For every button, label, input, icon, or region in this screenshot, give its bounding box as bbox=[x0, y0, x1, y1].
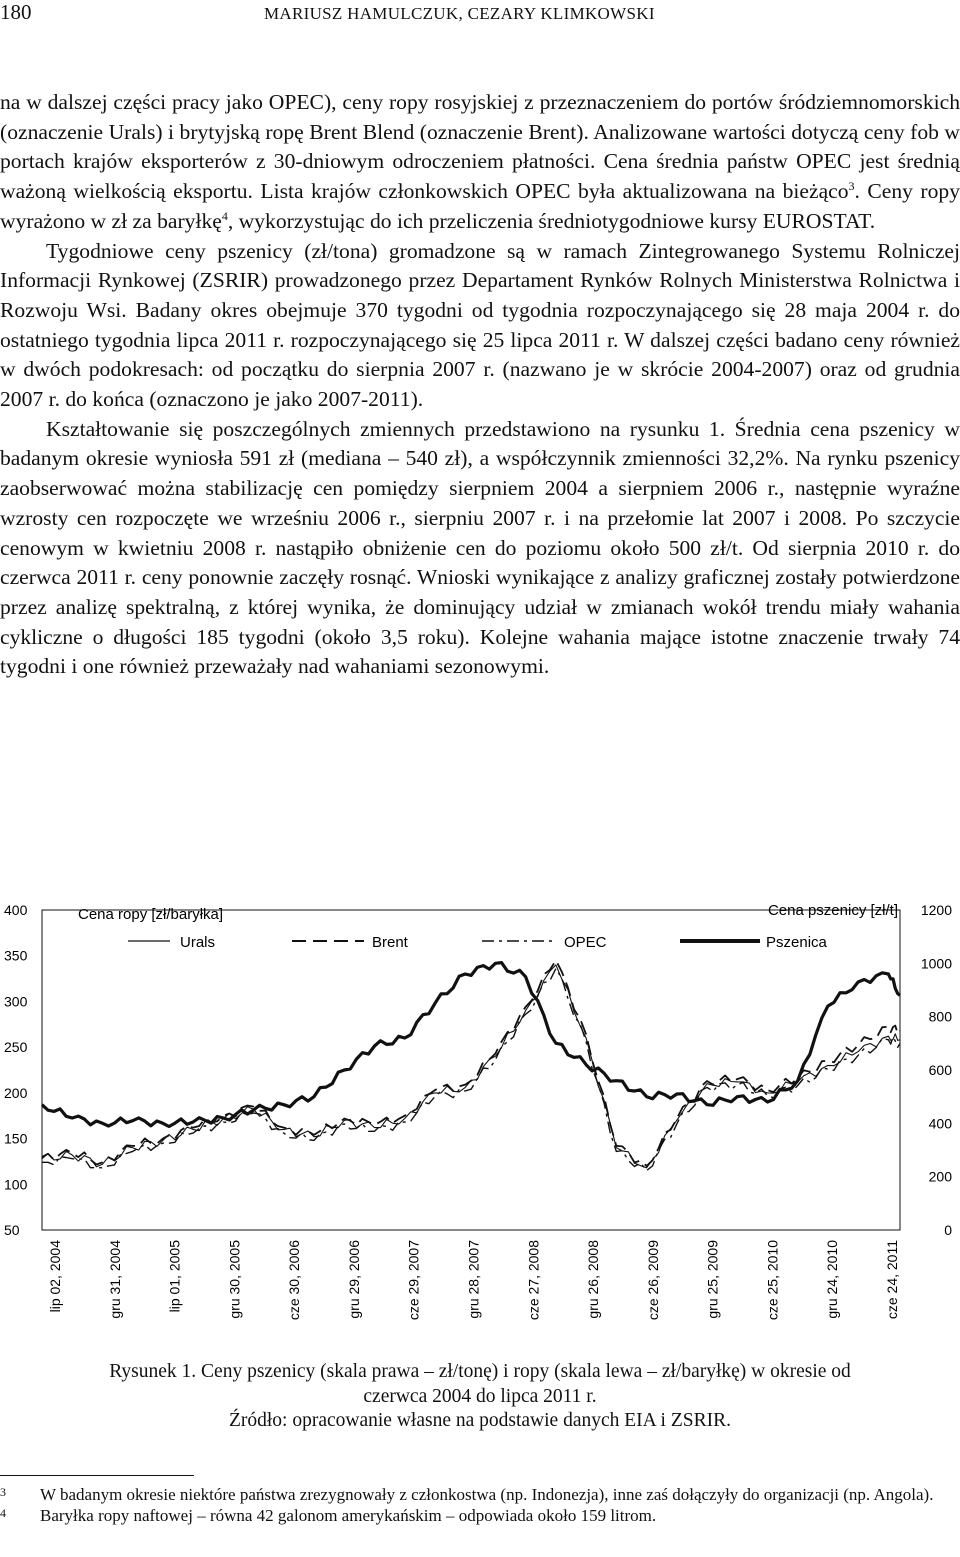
footnote-rule bbox=[0, 1475, 194, 1476]
legend bbox=[128, 934, 828, 951]
series-line-brent bbox=[42, 960, 900, 1166]
x-tick-label: gru 24, 2010 bbox=[824, 1240, 841, 1319]
legend-label-pszenica: Pszenica bbox=[766, 934, 827, 951]
x-tick-label: cze 24, 2011 bbox=[884, 1240, 900, 1320]
footnote-ref-4[interactable]: 4 bbox=[221, 208, 228, 223]
series-line-opec bbox=[42, 969, 900, 1171]
footnotes bbox=[0, 1484, 960, 1526]
right-tick-label: 400 bbox=[928, 1115, 952, 1132]
legend-label-opec: OPEC bbox=[564, 934, 607, 951]
footnote-text: Baryłka ropy naftowej – równa 42 galonom amerykańskim – odpowiada około 159 litrom. bbox=[40, 1506, 657, 1525]
right-tick-label: 1200 bbox=[920, 902, 952, 918]
x-tick-label: cze 26, 2009 bbox=[644, 1240, 661, 1321]
footnote-text: W badanym okresie niektóre państwa zrezygnowały z członkostwa (np. Indonezja), inne zaś dołączyły do organizacji (np. Angola). bbox=[40, 1485, 934, 1504]
left-tick-label: 250 bbox=[4, 1039, 28, 1056]
footnote-3 bbox=[0, 1484, 960, 1505]
body-text bbox=[0, 88, 960, 682]
footnote-mark: 3 bbox=[0, 1485, 6, 1499]
legend-label-urals: Urals bbox=[180, 934, 216, 951]
left-axis bbox=[4, 902, 28, 1238]
series-line-pszenica bbox=[42, 963, 900, 1127]
left-tick-label: 50 bbox=[4, 1222, 20, 1238]
right-tick-label: 600 bbox=[928, 1062, 952, 1078]
left-tick-label: 350 bbox=[4, 947, 28, 964]
left-tick-label: 400 bbox=[4, 902, 28, 918]
figure-caption bbox=[0, 1360, 960, 1434]
left-tick-label: 300 bbox=[4, 993, 28, 1010]
figure-1 bbox=[0, 888, 960, 1358]
paragraph-3: Kształtowanie się poszczególnych zmiennych przedstawiono na rysunku 1. Średnia cena pszenicy w badanym okresie wyniosła 591 zł (mediana – 540 zł), a współczynnik zmienności 32,2%. Na rynku pszenicy zaobserwować można stabilizację cen pomiędzy sierpniem 2004 a sierpniem 2006 r., następnie wyraźne wzrosty cen rozpoczęte we wrześniu 2006 r., sierpniu 2007 r. i na przełomie lat 2007 i 2008. Po szczycie cenowym w kwietniu 2008 r. nastąpiło obniżenie cen do poziomu około 500 zł/t. Od sierpnia 2010 r. do czerwca 2011 r. ceny ponownie zaczęły rosnąć. Wnioski wynikające z analizy graficznej zostały potwierdzone przez analizę spektralną, z której wynika, że dominujący udział w zmianach wokół trendu miały wahania cykliczne o długości 185 tygodni (około 3,5 roku). Kolejne wahania mające istotne znaczenie trwały 74 tygodni i one również przeważały nad wahaniami sezonowymi. bbox=[0, 416, 960, 679]
footnote-ref-3[interactable]: 3 bbox=[848, 178, 855, 193]
x-tick-label: gru 30, 2005 bbox=[226, 1240, 243, 1319]
caption-line-2: czerwca 2004 do lipca 2011 r. bbox=[363, 1385, 597, 1407]
footnote-mark: 4 bbox=[0, 1506, 6, 1520]
series-layer bbox=[42, 960, 900, 1170]
series-line-urals bbox=[42, 965, 900, 1168]
left-tick-label: 150 bbox=[4, 1130, 28, 1147]
caption-line-1: Rysunek 1. Ceny pszenicy (skala prawa – zł/tonę) i ropy (skala lewa – zł/baryłkę) w okresie od bbox=[109, 1361, 851, 1382]
paragraph-1: na w dalszej części pracy jako OPEC), ceny ropy rosyjskiej z przeznaczeniem do portów śródziemnomorskich (oznaczenie Urals) i brytyjską ropę Brent Blend (oznaczenie Brent). Analizowane wartości dotyczą ceny fob w portach krajów eksporterów z 30-dniowym odroczeniem płatności. Cena średnia państw OPEC jest średnią ważoną wielkością eksportu. Lista krajów członkowskich OPEC była aktualizowana na bieżąco$^3$. Ceny ropy wyrażono w zł za baryłkę$^4$, wykorzystując do ich przeliczenia średniotygodniowe kursy EUROSTAT. bbox=[0, 90, 960, 233]
right-tick-label: 1000 bbox=[920, 955, 952, 972]
right-tick-label: 800 bbox=[928, 1008, 952, 1025]
page-header bbox=[0, 0, 960, 30]
left-tick-label: 100 bbox=[4, 1176, 28, 1193]
right-tick-label: 0 bbox=[944, 1222, 952, 1238]
right-axis bbox=[921, 902, 952, 1238]
left-tick-label: 200 bbox=[4, 1084, 28, 1101]
x-tick-label: cze 27, 2008 bbox=[525, 1240, 542, 1321]
footnote-4 bbox=[0, 1505, 960, 1526]
page-number: 180 bbox=[0, 0, 32, 24]
x-tick-label: gru 26, 2008 bbox=[585, 1240, 602, 1319]
x-tick-label: cze 30, 2006 bbox=[286, 1240, 303, 1321]
x-tick-label: gru 29, 2006 bbox=[345, 1240, 362, 1319]
plot-frame bbox=[42, 910, 900, 1230]
x-tick-label: cze 29, 2007 bbox=[405, 1240, 422, 1321]
legend-label-brent: Brent bbox=[372, 934, 408, 951]
paragraph-2: Tygodniowe ceny pszenicy (zł/tona) gromadzone są w ramach Zintegrowanego Systemu Rolniczej Informacji Rynkowej (ZSRIR) prowadzonego przez Departament Rynków Rolnych Ministerstwa Rolnictwa i Rozwoju Wsi. Badany okres obejmuje 370 tygodni od tygodnia rozpoczynającego się 28 maja 2004 r. do ostatniego tygodnia lipca 2011 r. rozpoczynającego się 25 lipca 2011 r. W dalszej części badano ceny również w dwóch podokresach: od początku do sierpnia 2007 r. (nazwano je w skrócie 2004-2007) oraz od grudnia 2007 r. do końca (oznaczono je jako 2007-2011). bbox=[0, 238, 960, 412]
right-tick-label: 200 bbox=[928, 1168, 952, 1185]
x-tick-label: lip 01, 2005 bbox=[166, 1240, 183, 1313]
price-line-chart bbox=[0, 888, 960, 1358]
x-tick-label: gru 25, 2009 bbox=[704, 1240, 721, 1319]
x-tick-label: gru 28, 2007 bbox=[465, 1240, 482, 1319]
x-tick-label: lip 02, 2004 bbox=[47, 1240, 63, 1313]
x-tick-label: gru 31, 2004 bbox=[106, 1240, 123, 1319]
right-axis-title: Cena pszenicy [zł/t] bbox=[767, 902, 898, 919]
left-axis-title: Cena ropy [zł/baryłka] bbox=[78, 906, 224, 923]
running-head: MARIUSZ HAMULCZUK, CEZARY KLIMKOWSKI bbox=[264, 4, 655, 23]
x-tick-label: cze 25, 2010 bbox=[764, 1240, 781, 1321]
caption-source: Źródło: opracowanie własne na podstawie danych EIA i ZSRIR. bbox=[228, 1410, 731, 1431]
x-axis bbox=[47, 1240, 900, 1320]
